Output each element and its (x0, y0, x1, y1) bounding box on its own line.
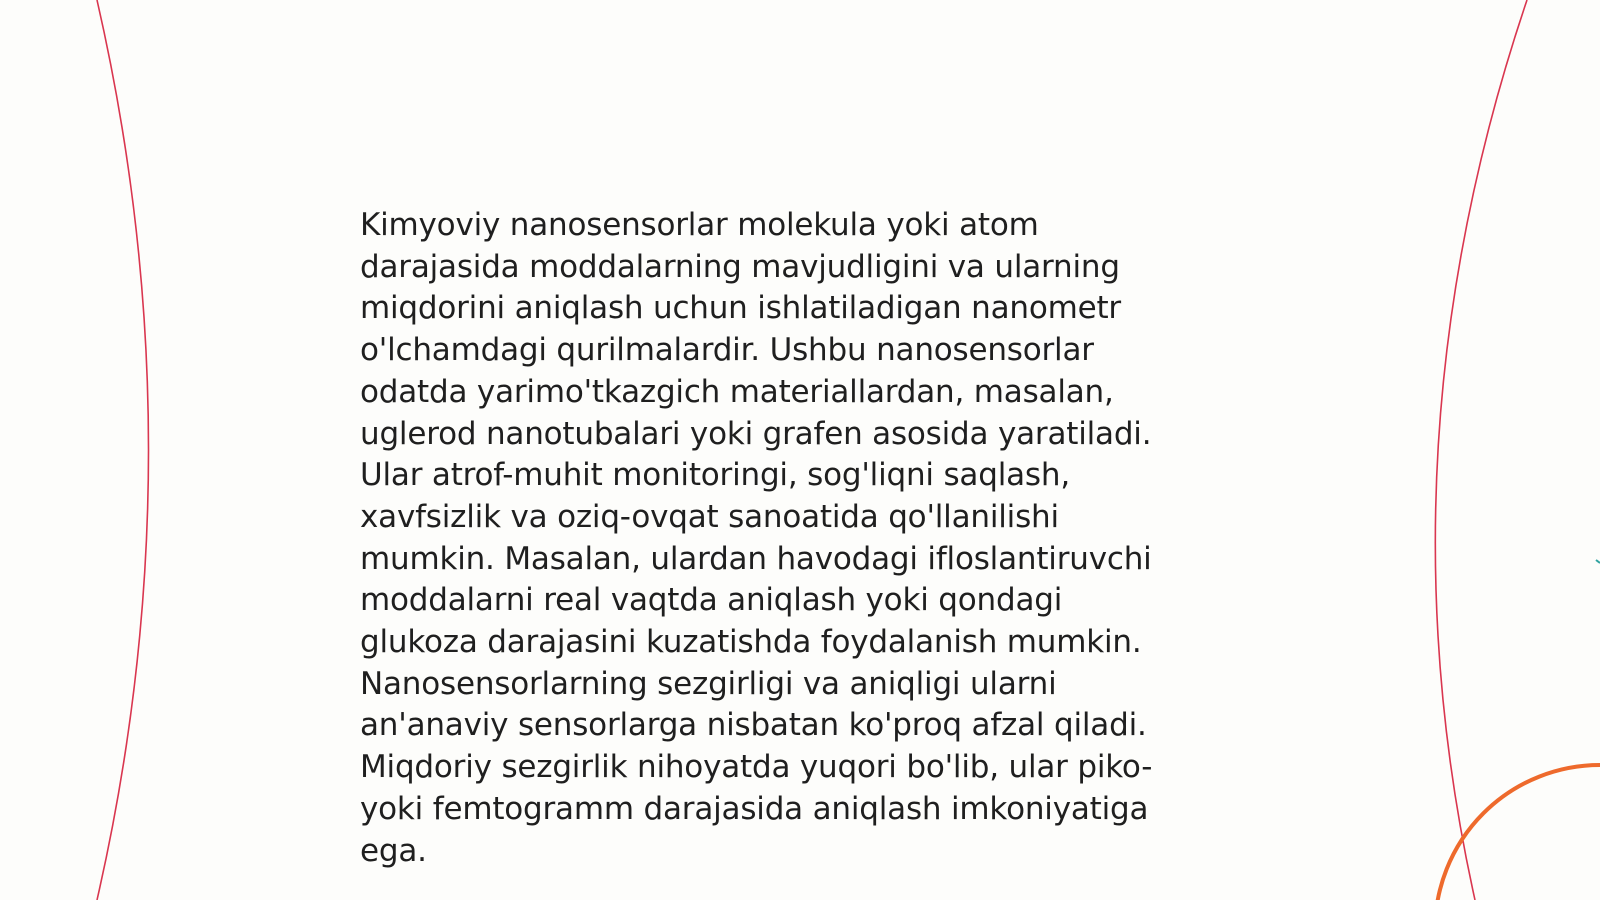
body-line: Kimyoviy nanosensorlar molekula yoki atom (360, 207, 1039, 243)
body-line: yoki femtogramm darajasida aniqlash imkoniyatiga (360, 790, 1149, 827)
body-line: moddalarni real vaqtda aniqlash yoki qondagi (360, 582, 1063, 619)
body-line: miqdorini aniqlash uchun ishlatiladigan nanometr (360, 290, 1121, 327)
body-line: an'anaviy sensorlarga nisbatan ko'proq afzal qiladi. (360, 707, 1147, 744)
body-line: Ular atrof-muhit monitoringi, sog'liqni saqlash, (360, 457, 1070, 494)
teal-accent-mark (1596, 560, 1600, 563)
body-line: glukoza darajasini kuzatishda foydalanish mumkin. (360, 624, 1142, 661)
body-line: Miqdoriy sezgirlik nihoyatda yuqori bo'lib, ular piko- (360, 749, 1153, 786)
body-paragraph (360, 205, 1210, 872)
right-curve-line (1435, 0, 1527, 900)
body-line: uglerod nanotubalari yoki grafen asosida yaratiladi. (360, 415, 1152, 452)
body-line: xavfsizlik va oziq-ovqat sanoatida qo'llanilishi (360, 498, 1059, 535)
body-line: darajasida moddalarning mavjudligini va ularning (360, 248, 1120, 285)
body-line: mumkin. Masalan, ulardan havodagi ifloslantiruvchi (360, 540, 1152, 577)
body-line: Nanosensorlarning sezgirligi va aniqligi ularni (360, 665, 1057, 702)
body-line: ega. (360, 832, 427, 869)
body-line: odatda yarimo'tkazgich materiallardan, masalan, (360, 373, 1114, 410)
body-line: o'lchamdagi qurilmalardir. Ushbu nanosensorlar (360, 332, 1094, 369)
left-curve-line (97, 0, 149, 900)
orange-ring (1435, 765, 1600, 900)
